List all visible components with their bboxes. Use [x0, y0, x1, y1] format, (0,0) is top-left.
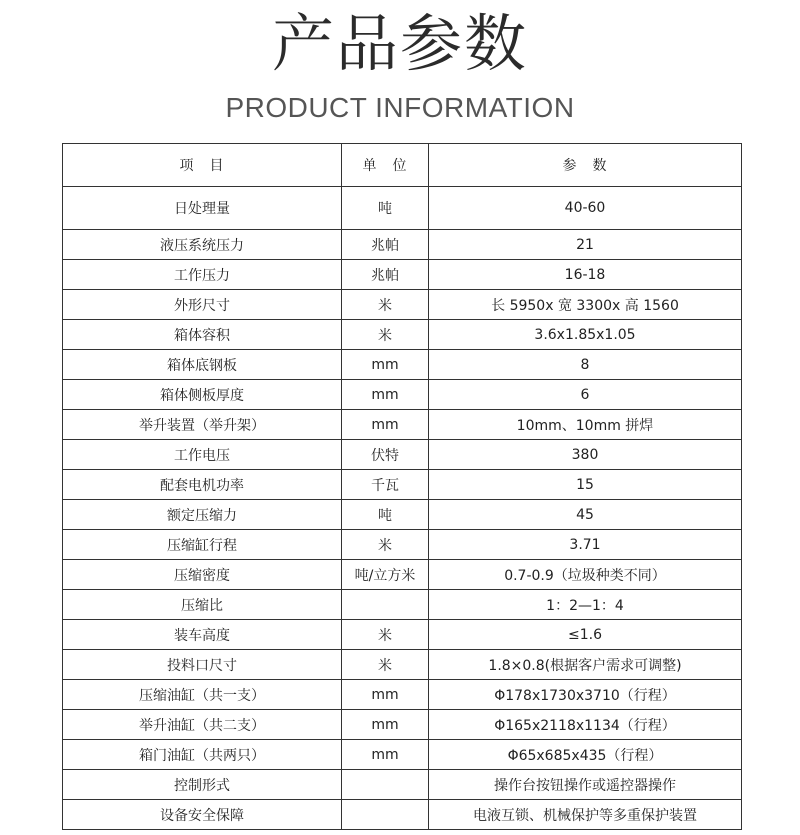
table-row — [63, 470, 742, 500]
table-row — [63, 440, 742, 470]
param-name-cell: 工作电压 — [63, 440, 342, 470]
param-name-cell: 压缩密度 — [63, 560, 342, 590]
table-row — [63, 680, 742, 710]
param-unit-cell: 米 — [342, 290, 429, 320]
table-row — [63, 800, 742, 830]
param-value-cell: 21 — [429, 230, 742, 260]
table-row — [63, 710, 742, 740]
table-row — [63, 650, 742, 680]
param-name-cell: 日处理量 — [63, 187, 342, 230]
table-row — [63, 290, 742, 320]
table-row — [63, 770, 742, 800]
param-name-cell: 箱体侧板厚度 — [63, 380, 342, 410]
param-value-cell: 电液互锁、机械保护等多重保护装置 — [429, 800, 742, 830]
param-value-cell: 380 — [429, 440, 742, 470]
param-name-cell: 工作压力 — [63, 260, 342, 290]
param-value-cell: 45 — [429, 500, 742, 530]
table-row — [63, 500, 742, 530]
table-body — [63, 187, 742, 830]
param-value-cell: 8 — [429, 350, 742, 380]
param-unit-cell: 吨 — [342, 500, 429, 530]
param-name-cell: 压缩油缸（共一支） — [63, 680, 342, 710]
param-value-cell: 16-18 — [429, 260, 742, 290]
param-value-cell: 6 — [429, 380, 742, 410]
param-unit-cell: 兆帕 — [342, 230, 429, 260]
param-value-cell: Φ178x1730x3710（行程） — [429, 680, 742, 710]
param-value-cell: 操作台按钮操作或遥控器操作 — [429, 770, 742, 800]
param-value-cell: 1：2—1：4 — [429, 590, 742, 620]
param-unit-cell: mm — [342, 410, 429, 440]
param-unit-cell: 兆帕 — [342, 260, 429, 290]
page-subtitle: PRODUCT INFORMATION — [225, 92, 575, 123]
param-unit-cell: 伏特 — [342, 440, 429, 470]
param-unit-cell: 吨/立方米 — [342, 560, 429, 590]
param-unit-cell: 米 — [342, 320, 429, 350]
table-row — [63, 187, 742, 230]
param-value-cell: 0.7-0.9（垃圾种类不同） — [429, 560, 742, 590]
param-name-cell: 装车高度 — [63, 620, 342, 650]
param-unit-cell: mm — [342, 740, 429, 770]
param-value-cell: 3.71 — [429, 530, 742, 560]
param-unit-cell: mm — [342, 680, 429, 710]
param-value-cell: 10mm、10mm 拼焊 — [429, 410, 742, 440]
param-name-cell: 外形尺寸 — [63, 290, 342, 320]
param-unit-cell: mm — [342, 380, 429, 410]
param-name-cell: 箱体容积 — [63, 320, 342, 350]
param-name-cell: 额定压缩力 — [63, 500, 342, 530]
param-unit-cell: 米 — [342, 530, 429, 560]
param-unit-cell: 米 — [342, 650, 429, 680]
table-row — [63, 410, 742, 440]
param-unit-cell: mm — [342, 350, 429, 380]
table-row — [63, 230, 742, 260]
param-name-cell: 压缩比 — [63, 590, 342, 620]
param-value-cell: 15 — [429, 470, 742, 500]
param-name-cell: 设备安全保障 — [63, 800, 342, 830]
param-unit-cell: 米 — [342, 620, 429, 650]
param-value-cell: ≤1.6 — [429, 620, 742, 650]
param-name-cell: 箱门油缸（共两只） — [63, 740, 342, 770]
param-unit-cell — [342, 770, 429, 800]
table-row — [63, 590, 742, 620]
param-unit-cell: 千瓦 — [342, 470, 429, 500]
param-value-cell: 3.6x1.85x1.05 — [429, 320, 742, 350]
param-value-cell: 40-60 — [429, 187, 742, 230]
param-name-cell: 举升装置（举升架） — [63, 410, 342, 440]
table-row — [63, 530, 742, 560]
column-header-unit: 单 位 — [342, 144, 429, 187]
table-row — [63, 320, 742, 350]
table-row — [63, 350, 742, 380]
table-row — [63, 620, 742, 650]
param-unit-cell — [342, 800, 429, 830]
product-parameters-table — [62, 143, 742, 830]
param-unit-cell: 吨 — [342, 187, 429, 230]
param-name-cell: 控制形式 — [63, 770, 342, 800]
param-unit-cell: mm — [342, 710, 429, 740]
param-name-cell: 箱体底钢板 — [63, 350, 342, 380]
param-value-cell: 长 5950x 宽 3300x 高 1560 — [429, 290, 742, 320]
param-name-cell: 液压系统压力 — [63, 230, 342, 260]
table-row — [63, 560, 742, 590]
column-header-item: 项 目 — [63, 144, 342, 187]
table-row — [63, 260, 742, 290]
param-value-cell: 1.8×0.8(根据客户需求可调整) — [429, 650, 742, 680]
column-header-value: 参 数 — [429, 144, 742, 187]
param-unit-cell — [342, 590, 429, 620]
param-name-cell: 配套电机功率 — [63, 470, 342, 500]
param-name-cell: 投料口尺寸 — [63, 650, 342, 680]
param-value-cell: Φ165x2118x1134（行程） — [429, 710, 742, 740]
table-header-row — [63, 144, 742, 187]
table-row — [63, 380, 742, 410]
param-name-cell: 举升油缸（共二支） — [63, 710, 342, 740]
table-row — [63, 740, 742, 770]
page-title: 产品参数 — [271, 7, 528, 80]
param-name-cell: 压缩缸行程 — [63, 530, 342, 560]
param-value-cell: Φ65x685x435（行程） — [429, 740, 742, 770]
